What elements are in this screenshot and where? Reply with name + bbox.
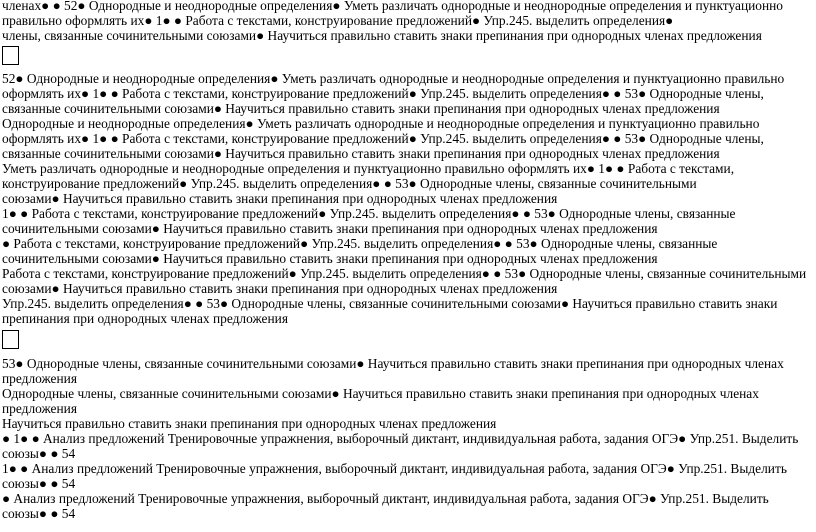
- text-line: связанные сочинительными союзами● Научиться правильно ставить знаки препинания при однородных членах предложения: [2, 146, 720, 161]
- text-line: союзы● ● 54: [2, 446, 76, 461]
- text-line: ● 1● ● Анализ предложений Тренировочные упражнения, выборочный диктант, индивидуальная работа, задания ОГЭ● Упр.251. Выделить: [2, 431, 799, 446]
- text-line: ● Анализ предложений Тренировочные упражнения, выборочный диктант, индивидуальная работа, задания ОГЭ● Упр.251. Выделить: [2, 491, 769, 506]
- text-line: сочинительными союзами● Научиться правильно ставить знаки препинания при однородных членах предложения: [2, 251, 658, 266]
- text-line: союзы● ● 54: [2, 476, 76, 491]
- text-line: 52● Однородные и неоднородные определения● Уметь различать однородные и неоднородные определения и пунктуационно правильно: [2, 71, 785, 86]
- text-line: ● Работа с текстами, конструирование предложений● Упр.245. выделить определения● ● 53● Однородные члены, связанные: [2, 236, 718, 251]
- text-line: 53● Однородные члены, связанные сочинительными союзами● Научиться правильно ставить знаки препинания при однородных членах: [2, 356, 784, 371]
- text-block-1: [2, 0, 814, 43]
- text-line: правильно оформлять их● 1● ● Работа с текстами, конструирование предложений● Упр.245. выделить определения●: [2, 13, 674, 28]
- empty-checkbox-frame: [2, 46, 19, 65]
- text-line: Упр.245. выделить определения● ● 53● Однородные члены, связанные сочинительными союзами● Научиться правильно ставить знаки: [2, 296, 778, 311]
- text-line: оформлять их● 1● ● Работа с текстами, конструирование предложений● Упр.245. выделить определения● ● 53● Однородные члены,: [2, 131, 764, 146]
- text-line: Научиться правильно ставить знаки препинания при однородных членах предложения: [2, 416, 497, 431]
- text-line: союзами● Научиться правильно ставить знаки препинания при однородных членах предложения: [2, 281, 558, 296]
- text-line: 1● ● Анализ предложений Тренировочные упражнения, выборочный диктант, индивидуальная работа, задания ОГЭ● Упр.251. Выделить: [2, 461, 787, 476]
- text-line: предложения: [2, 401, 77, 416]
- text-line: оформлять их● 1● ● Работа с текстами, конструирование предложений● Упр.245. выделить определения● ● 53● Однородные члены,: [2, 86, 764, 101]
- text-line: конструирование предложений● Упр.245. выделить определения● ● 53● Однородные члены, связанные сочинительными: [2, 176, 697, 191]
- document-body: [2, 0, 814, 521]
- text-line: Работа с текстами, конструирование предложений● Упр.245. выделить определения● ● 53● Однородные члены, связанные сочинительными: [2, 266, 807, 281]
- text-line: членах● ● 52● Однородные и неоднородные определения● Уметь различать однородные и неоднородные определения и пунктуационно: [2, 0, 783, 13]
- text-line: сочинительными союзами● Научиться правильно ставить знаки препинания при однородных членах предложения: [2, 221, 658, 236]
- text-block-2: [2, 71, 814, 326]
- text-line: Уметь различать однородные и неоднородные определения и пунктуационно правильно оформлять их● 1● ● Работа с текстами,: [2, 161, 735, 176]
- text-line: 1● ● Работа с текстами, конструирование предложений● Упр.245. выделить определения● ● 53● Однородные члены, связанные: [2, 206, 736, 221]
- text-line: связанные сочинительными союзами● Научиться правильно ставить знаки препинания при однородных членах предложения: [2, 101, 720, 116]
- text-line: препинания при однородных членах предложения: [2, 311, 288, 326]
- text-line: предложения: [2, 371, 77, 386]
- text-line: Однородные и неоднородные определения● Уметь различать однородные и неоднородные определения и пунктуационно правильно: [2, 116, 760, 131]
- text-line: союзы● ● 54: [2, 506, 76, 521]
- text-line: члены, связанные сочинительными союзами● Научиться правильно ставить знаки препинания при однородных членах предложения: [2, 28, 762, 43]
- text-line: Однородные члены, связанные сочинительными союзами● Научиться правильно ставить знаки препинания при однородных членах: [2, 386, 759, 401]
- text-line: союзами● Научиться правильно ставить знаки препинания при однородных членах предложения: [2, 191, 558, 206]
- empty-checkbox-frame: [2, 330, 19, 349]
- text-block-3: [2, 356, 814, 521]
